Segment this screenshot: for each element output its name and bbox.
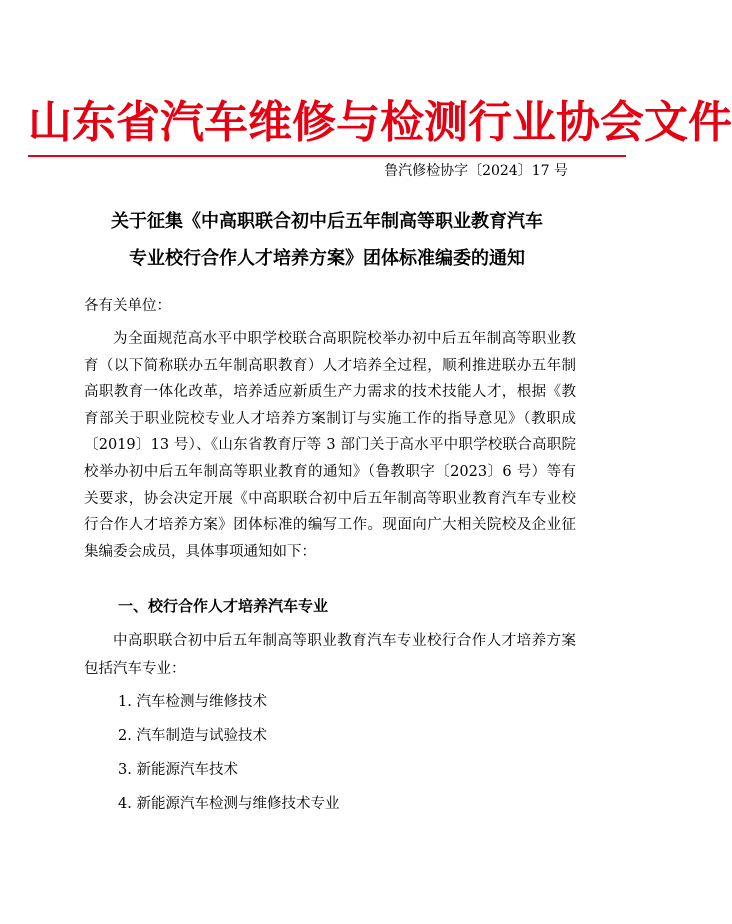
list-item: 4. 新能源汽车检测与维修技术专业 <box>118 796 340 812</box>
salutation: 各有关单位： <box>84 298 171 314</box>
list-item: 1. 汽车检测与维修技术 <box>118 694 267 710</box>
masthead-title: 山东省汽车维修与检测行业协会文件 <box>28 97 732 148</box>
list-item: 2. 汽车制造与试验技术 <box>118 728 267 744</box>
document-number: 鲁汽修检协字〔2024〕17 号 <box>384 163 568 179</box>
notice-title-line-1: 关于征集《中高职联合初中后五年制高等职业教育汽车 <box>111 211 543 232</box>
list-item: 3. 新能源汽车技术 <box>118 762 238 778</box>
body-paragraph-1: 为全面规范高水平中职学校联合高职院校举办初中后五年制高等职业教育（以下简称联办五年制高职教育）人才培养全过程，顺利推进联办五年制高职教育一体化改革，培养适应新质生产力需求的技术技能人才，根据《教育部关于职业院校专业人才培养方案制订与实施工作的指导意见》（教职成〔2019〕13 号）、《山东省教育厅等 3 部门关于高水平中职学校联合高职院校举办初中后五年制高等职业教育的通知》（鲁教职字〔2023〕6 号）等有关要求，协会决定开展《中高职联合初中后五年制高等职业教育汽车专业校行合作人才培养方案》团体标准的编写工作。现面向广大相关院校及企业征集编委会成员，具体事项通知如下： <box>84 331 576 560</box>
body-paragraph-2: 中高职联合初中后五年制高等职业教育汽车专业校行合作人才培养方案包括汽车专业： <box>84 633 576 677</box>
notice-title-line-2: 专业校行合作人才培养方案》团体标准编委的通知 <box>129 248 525 269</box>
section-heading-1: 一、校行合作人才培养汽车专业 <box>118 597 329 615</box>
red-divider-line <box>28 155 626 157</box>
